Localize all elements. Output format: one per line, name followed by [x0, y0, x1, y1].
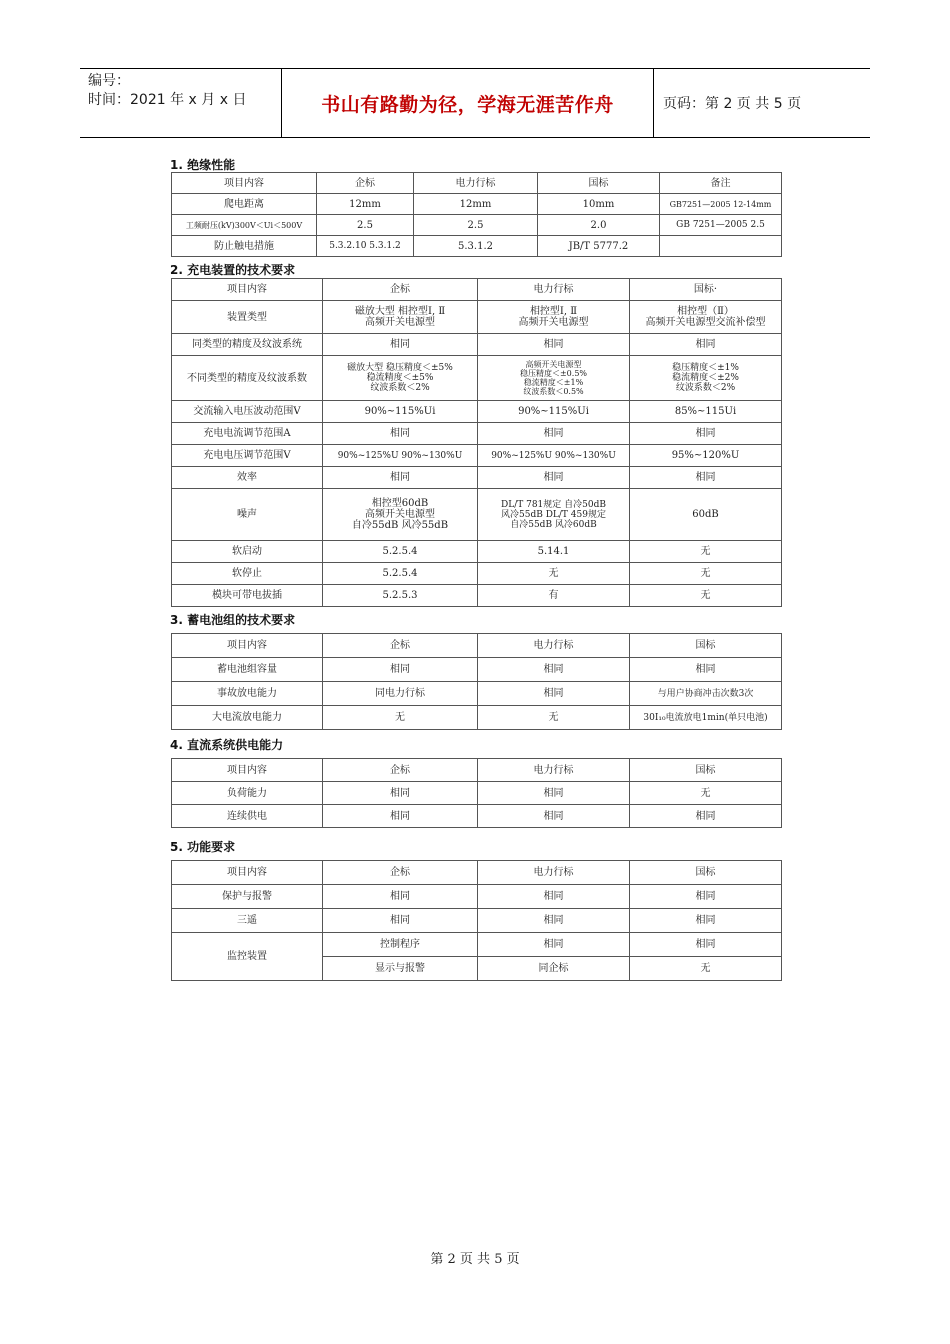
table-cell: 5.2.5.4: [323, 563, 478, 585]
table-cell: 90%~125%U 90%~130%U: [478, 445, 630, 467]
row-label: 软停止: [172, 563, 323, 585]
header-cell: 国标: [630, 759, 782, 782]
table-cell: 90%~115%Ui: [323, 401, 478, 423]
cell-line: 自冷55dB 风冷55dB: [351, 520, 449, 531]
table-cell: 相同: [630, 658, 782, 682]
row-label: 工频耐压(kV)300V＜Ui＜500V: [172, 215, 317, 236]
table-cell: 同电力行标: [323, 682, 478, 706]
table-row: [172, 885, 782, 909]
table-cell: 2.0: [538, 215, 660, 236]
table-cell: 无: [630, 957, 782, 981]
table-cell: [323, 489, 478, 541]
table-cell: 相同: [323, 423, 478, 445]
table-cell: 相同: [478, 682, 630, 706]
header-cell: 企标: [317, 173, 414, 194]
table-cell: 无: [630, 585, 782, 607]
header-cell: 企标: [323, 759, 478, 782]
table-cell: 95%~120%U: [630, 445, 782, 467]
table-row: [172, 585, 782, 607]
dc-supply-table: [171, 758, 782, 828]
table-cell: 控制程序: [323, 933, 478, 957]
header-cell: 国标: [538, 173, 660, 194]
function-table: [171, 860, 782, 981]
header-cell: 电力行标: [478, 279, 630, 301]
table-cell: 相同: [630, 909, 782, 933]
cell-line: 稳流精度＜±2%: [672, 373, 739, 383]
row-label: 蓄电池组容量: [172, 658, 323, 682]
row-label: 保护与报警: [172, 885, 323, 909]
charger-table: [171, 278, 782, 607]
row-label: 装置类型: [172, 301, 323, 334]
doc-date-label: 时间：2021 年 x 月 x 日: [88, 92, 247, 108]
table-cell: 2.5: [317, 215, 414, 236]
table-cell: 无: [630, 563, 782, 585]
header-cell: 项目内容: [172, 173, 317, 194]
table-cell: 5.2.5.3: [323, 585, 478, 607]
table-cell: 相同: [323, 885, 478, 909]
table-row: [172, 682, 782, 706]
table-row: [172, 805, 782, 828]
row-label: 事故放电能力: [172, 682, 323, 706]
table-row: [172, 423, 782, 445]
row-label: 监控装置: [172, 933, 323, 981]
table-cell: 60dB: [630, 489, 782, 541]
header-cell: 企标: [323, 634, 478, 658]
table-cell: 相同: [478, 467, 630, 489]
section-1-title: 1. 绝缘性能: [170, 158, 236, 172]
header-page-info: 页码：第 2 页 共 5 页: [663, 96, 802, 112]
table-row: [172, 356, 782, 401]
table-cell: 显示与报警: [323, 957, 478, 981]
table-cell: 无: [478, 706, 630, 730]
table-row: [172, 215, 782, 236]
cell-line: 纹波系数＜0.5%: [523, 387, 584, 396]
table-cell: 无: [630, 782, 782, 805]
cell-line: 磁放大型 稳压精度＜±5%: [347, 363, 453, 373]
header-cell: 项目内容: [172, 759, 323, 782]
table-cell: 相同: [478, 782, 630, 805]
table-cell: 无: [478, 563, 630, 585]
table-cell: 与用户协商冲击次数3次: [630, 682, 782, 706]
section-5-title: 5. 功能要求: [170, 840, 236, 854]
table-cell: 有: [478, 585, 630, 607]
table-cell: 无: [630, 541, 782, 563]
table-row: [172, 541, 782, 563]
row-label: 爬电距离: [172, 194, 317, 215]
cell-line: 高频开关电源型: [518, 317, 589, 328]
header-cell: 电力行标: [478, 861, 630, 885]
header-cell: 项目内容: [172, 279, 323, 301]
header-cell: 项目内容: [172, 861, 323, 885]
table-cell: 5.14.1: [478, 541, 630, 563]
table-cell: JB/T 5777.2: [538, 236, 660, 257]
header-cell: 备注: [660, 173, 782, 194]
row-label: 连续供电: [172, 805, 323, 828]
table-cell: 无: [323, 706, 478, 730]
section-2-title: 2. 充电装置的技术要求: [170, 263, 296, 277]
table-cell: 相同: [478, 334, 630, 356]
table-cell: 相同: [478, 658, 630, 682]
table-row: [172, 334, 782, 356]
table-cell: 5.3.2.10 5.3.1.2: [317, 236, 414, 257]
table-cell: 相同: [630, 334, 782, 356]
table-cell: 相同: [323, 782, 478, 805]
table-cell: [630, 356, 782, 401]
table-cell: 相同: [478, 933, 630, 957]
row-label: 三遥: [172, 909, 323, 933]
header-motto: 书山有路勤为径，学海无涯苦作舟: [282, 69, 654, 137]
table-row: [172, 467, 782, 489]
table-cell: [478, 489, 630, 541]
cell-line: 自冷55dB 风冷60dB: [510, 519, 597, 530]
doc-number-label: 编号：: [88, 73, 130, 89]
cell-line: 相控型（Ⅱ）: [677, 306, 734, 317]
table-row: [172, 194, 782, 215]
table-cell: 10mm: [538, 194, 660, 215]
row-label: 交流输入电压波动范围V: [172, 401, 323, 423]
cell-line: 高频开关电源型: [525, 360, 582, 369]
cell-line: 纹波系数＜2%: [370, 383, 430, 393]
header-cell: 项目内容: [172, 634, 323, 658]
table-cell: 同企标: [478, 957, 630, 981]
table-row: [172, 658, 782, 682]
table-row: [172, 563, 782, 585]
cell-line: 相控型60dB: [371, 498, 429, 509]
cell-line: 稳压精度＜±1%: [672, 363, 739, 373]
header-cell: 国标: [630, 634, 782, 658]
cell-line: 风冷55dB DL/T 459规定: [501, 509, 606, 520]
table-cell: 相同: [630, 933, 782, 957]
table-cell: 相同: [630, 467, 782, 489]
table-cell: 12mm: [317, 194, 414, 215]
cell-line: 高频开关电源型交流补偿型: [645, 317, 766, 328]
cell-line: 磁放大型 相控型Ⅰ, Ⅱ: [354, 306, 446, 317]
table-cell: 相同: [323, 467, 478, 489]
cell-line: 高频开关电源型: [365, 317, 435, 328]
table-header-row: [172, 173, 782, 194]
row-label: 同类型的精度及纹波系统: [172, 334, 323, 356]
row-label: 大电流放电能力: [172, 706, 323, 730]
table-cell: 30I₁₀电流放电1min(单只电池): [630, 706, 782, 730]
table-cell: 相同: [323, 909, 478, 933]
table-cell: 相同: [478, 423, 630, 445]
table-row: [172, 933, 782, 957]
table-cell: [478, 356, 630, 401]
table-row: [172, 236, 782, 257]
row-label: 效率: [172, 467, 323, 489]
header-meta: [80, 69, 282, 137]
table-cell: 相同: [630, 423, 782, 445]
cell-line: 相控型Ⅰ, Ⅱ: [529, 306, 578, 317]
section-3-title: 3. 蓄电池组的技术要求: [170, 613, 296, 627]
table-row: [172, 782, 782, 805]
row-label: 噪声: [172, 489, 323, 541]
row-label: 不同类型的精度及纹波系数: [172, 356, 323, 401]
table-cell: [630, 301, 782, 334]
header-cell: 企标: [323, 279, 478, 301]
cell-line: 高频开关电源型: [365, 509, 435, 520]
table-cell: [323, 301, 478, 334]
table-cell: GB 7251—2005 2.5: [660, 215, 782, 236]
row-label: 充电电压调节范围V: [172, 445, 323, 467]
table-header-row: [172, 861, 782, 885]
table-header-row: [172, 634, 782, 658]
row-label: 防止触电措施: [172, 236, 317, 257]
cell-line: 稳流精度＜±5%: [366, 373, 434, 383]
header-cell: 国标·: [630, 279, 782, 301]
page-footer: 第 2 页 共 5 页: [430, 1252, 520, 1267]
table-cell: 相同: [323, 805, 478, 828]
header-cell: 电力行标: [478, 634, 630, 658]
table-cell: 90%~125%U 90%~130%U: [323, 445, 478, 467]
table-cell: 相同: [323, 334, 478, 356]
cell-line: DL/T 781规定 自冷50dB: [501, 499, 606, 510]
row-label: 充电电流调节范围A: [172, 423, 323, 445]
battery-table: [171, 633, 782, 730]
table-row: [172, 401, 782, 423]
table-cell: 相同: [630, 885, 782, 909]
page-header: [80, 68, 870, 138]
table-cell: 5.3.1.2: [414, 236, 538, 257]
table-cell: 相同: [478, 909, 630, 933]
table-cell: [660, 236, 782, 257]
table-header-row: [172, 279, 782, 301]
insulation-table: [171, 172, 782, 257]
table-cell: GB7251—2005 12-14mm: [660, 194, 782, 215]
table-row: [172, 489, 782, 541]
row-label: 负荷能力: [172, 782, 323, 805]
table-cell: 相同: [323, 658, 478, 682]
table-cell: 相同: [630, 805, 782, 828]
table-cell: 相同: [478, 805, 630, 828]
header-cell: 电力行标: [414, 173, 538, 194]
table-row: [172, 301, 782, 334]
row-label: 模块可带电拔插: [172, 585, 323, 607]
table-cell: 85%~115Ui: [630, 401, 782, 423]
cell-line: 稳压精度＜±0.5%: [519, 369, 588, 378]
table-row: [172, 909, 782, 933]
table-row: [172, 445, 782, 467]
section-4-title: 4. 直流系统供电能力: [170, 738, 284, 752]
table-cell: 2.5: [414, 215, 538, 236]
header-cell: 国标: [630, 861, 782, 885]
cell-line: 纹波系数＜2%: [675, 383, 736, 393]
row-label: 软启动: [172, 541, 323, 563]
table-cell: 5.2.5.4: [323, 541, 478, 563]
table-header-row: [172, 759, 782, 782]
table-cell: [478, 301, 630, 334]
table-cell: [323, 356, 478, 401]
table-row: [172, 706, 782, 730]
table-cell: 90%~115%Ui: [478, 401, 630, 423]
cell-line: 稳流精度＜±1%: [523, 378, 584, 387]
table-cell: 相同: [478, 885, 630, 909]
table-cell: 12mm: [414, 194, 538, 215]
header-cell: 企标: [323, 861, 478, 885]
header-cell: 电力行标: [478, 759, 630, 782]
